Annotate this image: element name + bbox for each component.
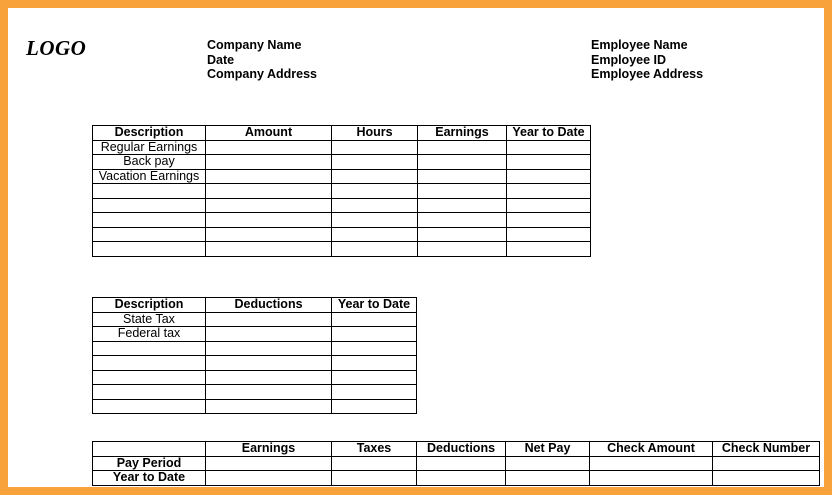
summary-table [92,441,820,486]
table-row [93,169,591,184]
deductions-cell[interactable] [206,385,332,400]
hours-cell[interactable] [332,213,418,228]
col-description: Description [93,126,206,141]
company-address: Company Address [207,67,317,81]
employee-name: Employee Name [591,38,688,52]
net-pay-cell[interactable] [506,456,590,471]
table-row [93,227,591,242]
table-row [93,213,591,228]
deductions-cell[interactable] [206,399,332,414]
earnings-cell[interactable] [418,242,507,257]
col-year-to-date: Year to Date [332,298,417,313]
ytd-cell[interactable] [332,327,417,342]
hours-cell[interactable] [332,140,418,155]
row-label: Federal tax [93,327,206,342]
col-net-pay: Net Pay [506,442,590,457]
row-label-year-to-date: Year to Date [93,471,206,486]
amount-cell[interactable] [206,213,332,228]
amount-cell[interactable] [206,184,332,199]
amount-cell[interactable] [206,242,332,257]
company-name: Company Name [207,38,302,52]
taxes-cell[interactable] [332,456,417,471]
table-row [93,456,820,471]
col-earnings: Earnings [206,442,332,457]
company-info [207,38,317,82]
hours-cell[interactable] [332,169,418,184]
col-deductions: Deductions [417,442,506,457]
taxes-cell[interactable] [332,471,417,486]
ytd-cell[interactable] [507,198,591,213]
check-number-cell[interactable] [713,471,820,486]
earnings-table [92,125,591,257]
table-row [93,155,591,170]
ytd-cell[interactable] [507,213,591,228]
employee-info [591,38,703,82]
employee-address: Employee Address [591,67,704,81]
table-row [93,341,417,356]
ytd-cell[interactable] [332,341,417,356]
earnings-cell[interactable] [206,456,332,471]
deductions-cell[interactable] [206,312,332,327]
company-date: Date [207,52,235,67]
ytd-cell[interactable] [507,155,591,170]
row-label[interactable] [93,227,206,242]
net-pay-cell[interactable] [506,471,590,486]
deductions-table [92,297,417,414]
ytd-cell[interactable] [332,312,417,327]
row-label[interactable] [93,399,206,414]
earnings-cell[interactable] [206,471,332,486]
deductions-cell[interactable] [206,341,332,356]
ytd-cell[interactable] [507,242,591,257]
row-label[interactable] [93,356,206,371]
ytd-cell[interactable] [332,356,417,371]
earnings-cell[interactable] [418,213,507,228]
table-row [93,140,591,155]
table-header-row [93,126,591,141]
row-label: State Tax [93,312,206,327]
ytd-cell[interactable] [507,227,591,242]
col-amount: Amount [206,126,332,141]
deductions-cell[interactable] [206,327,332,342]
row-label[interactable] [93,198,206,213]
ytd-cell[interactable] [507,169,591,184]
earnings-cell[interactable] [418,184,507,199]
row-label: Back pay [93,155,206,170]
col-check-number: Check Number [713,442,820,457]
deductions-cell[interactable] [417,456,506,471]
col-blank [93,442,206,457]
table-row [93,242,591,257]
deductions-cell[interactable] [417,471,506,486]
earnings-cell[interactable] [418,198,507,213]
amount-cell[interactable] [206,227,332,242]
check-amount-cell[interactable] [590,456,713,471]
table-row [93,327,417,342]
earnings-cell[interactable] [418,169,507,184]
table-row [93,198,591,213]
row-label[interactable] [93,242,206,257]
hours-cell[interactable] [332,155,418,170]
amount-cell[interactable] [206,155,332,170]
amount-cell[interactable] [206,169,332,184]
table-row [93,184,591,199]
row-label-pay-period: Pay Period [93,456,206,471]
amount-cell[interactable] [206,140,332,155]
row-label[interactable] [93,385,206,400]
col-earnings: Earnings [418,126,507,141]
col-deductions: Deductions [206,298,332,313]
deductions-cell[interactable] [206,370,332,385]
col-taxes: Taxes [332,442,417,457]
table-header-row [93,298,417,313]
table-row [93,356,417,371]
row-label[interactable] [93,341,206,356]
ytd-cell[interactable] [507,140,591,155]
col-check-amount: Check Amount [590,442,713,457]
ytd-cell[interactable] [332,399,417,414]
deductions-cell[interactable] [206,356,332,371]
check-amount-cell[interactable] [590,471,713,486]
col-description: Description [93,298,206,313]
table-row [93,312,417,327]
ytd-cell[interactable] [332,385,417,400]
check-number-cell[interactable] [713,456,820,471]
row-label[interactable] [93,370,206,385]
table-row [93,399,417,414]
row-label[interactable] [93,184,206,199]
hours-cell[interactable] [332,227,418,242]
hours-cell[interactable] [332,242,418,257]
earnings-cell[interactable] [418,155,507,170]
col-year-to-date: Year to Date [507,126,591,141]
hours-cell[interactable] [332,184,418,199]
earnings-cell[interactable] [418,140,507,155]
ytd-cell[interactable] [332,370,417,385]
hours-cell[interactable] [332,198,418,213]
ytd-cell[interactable] [507,184,591,199]
table-row [93,385,417,400]
row-label[interactable] [93,213,206,228]
table-header-row [93,442,820,457]
col-hours: Hours [332,126,418,141]
employee-id: Employee ID [591,52,667,67]
table-row [93,370,417,385]
table-row [93,471,820,486]
amount-cell[interactable] [206,198,332,213]
earnings-cell[interactable] [418,227,507,242]
row-label: Regular Earnings [93,140,206,155]
logo: LOGO [26,36,87,60]
row-label: Vacation Earnings [93,169,206,184]
